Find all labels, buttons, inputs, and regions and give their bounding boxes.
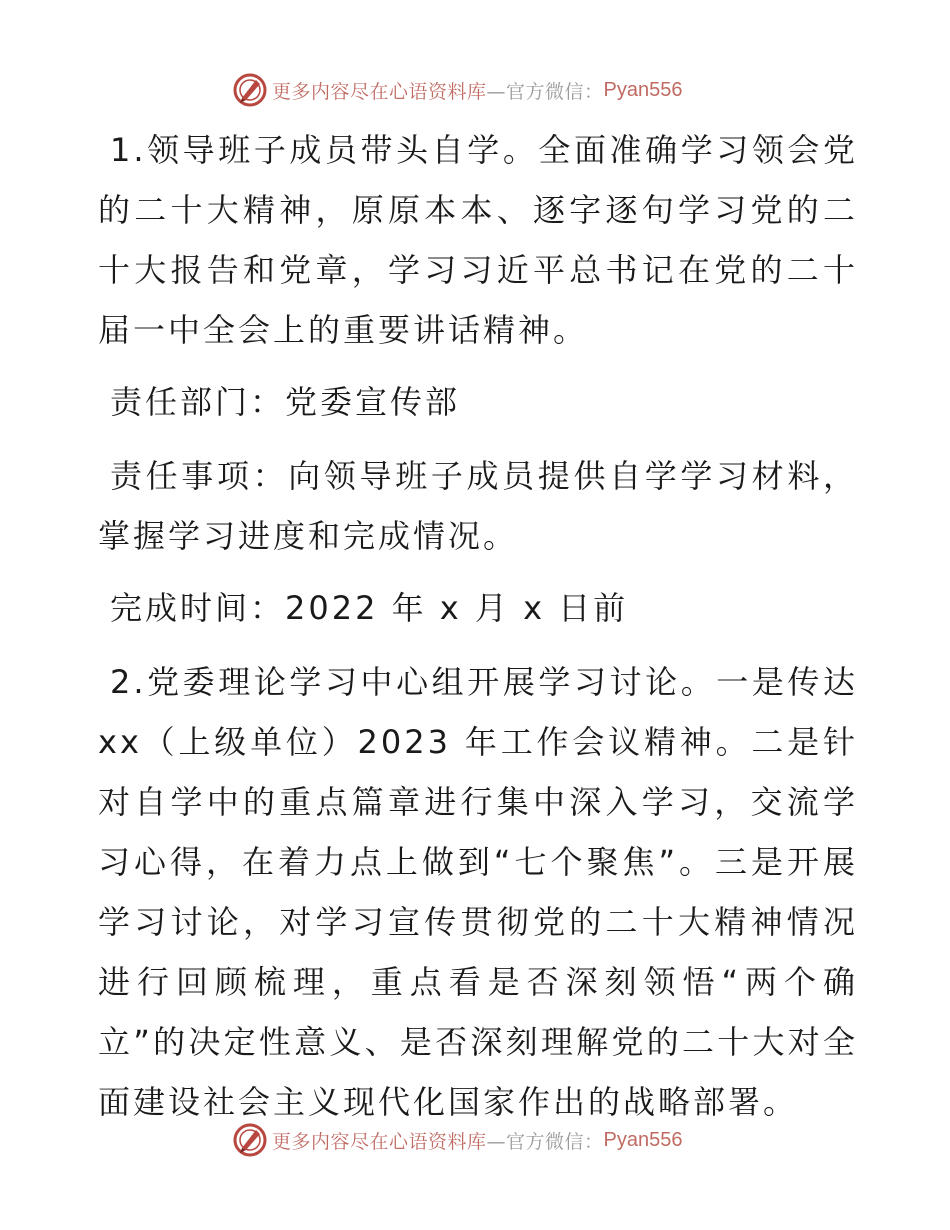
paragraph-deadline: 完成时间：2022 年 x 月 x 日前: [110, 589, 629, 627]
document-body: [98, 120, 858, 1144]
watermark-site-text: 更多内容尽在心语资料库: [272, 80, 487, 103]
watermark-separator: —官方微信：: [486, 80, 604, 103]
footer-watermark: [232, 1122, 752, 1158]
watermark-separator: —官方微信：: [486, 1130, 604, 1153]
watermark-wechat-id: Pyan556: [603, 78, 683, 101]
paragraph-1: 1.领导班子成员带头自学。全面准确学习领会党的二十大精神，原原本本、逐字逐句学习党的二十大报告和党章，学习习近平总书记在党的二十届一中全会上的重要讲话精神。: [98, 131, 858, 349]
pen-logo-icon: [232, 72, 268, 108]
pen-logo-icon: [232, 1122, 268, 1158]
watermark-wechat-id: Pyan556: [603, 1128, 683, 1151]
paragraph-responsibility: 责任事项：向领导班子成员提供自学学习材料，掌握学习进度和完成情况。: [98, 457, 858, 555]
watermark-site-text: 更多内容尽在心语资料库: [272, 1130, 487, 1153]
header-watermark: [232, 72, 752, 108]
paragraph-responsible-dept: 责任部门：党委宣传部: [110, 383, 461, 421]
paragraph-2: 2.党委理论学习中心组开展学习讨论。一是传达 xx（上级单位）2023 年工作会议精神。二是针对自学中的重点篇章进行集中深入学习，交流学习心得，在着力点上做到“七个聚焦”。三是开展学习讨论，对学习宣传贯彻党的二十大精神情况进行回顾梳理，重点看是否深刻领悟“两个确立”的决定性意义、是否深刻理解党的二十大对全面建设社会主义现代化国家作出的战略部署。: [98, 663, 858, 1121]
